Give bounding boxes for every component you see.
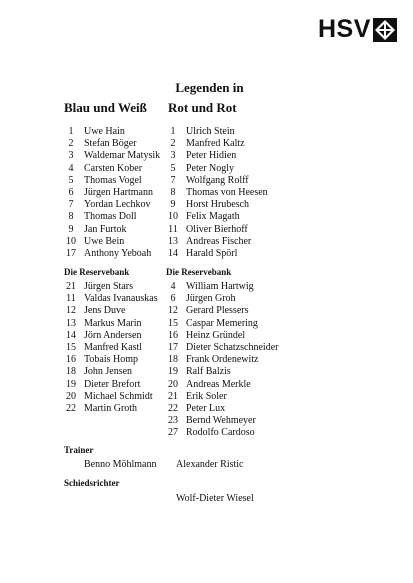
player-number: 21 xyxy=(168,390,178,402)
right-trainer: Alexander Ristic xyxy=(176,459,244,470)
player-number: 21 xyxy=(66,281,76,292)
player-name: Jens Duve xyxy=(84,305,126,317)
player-name: Manfred Kastl xyxy=(84,341,143,353)
hsv-diamond-icon xyxy=(373,18,397,42)
player-name: Waldemar Matysik xyxy=(84,150,161,162)
player-number: 10 xyxy=(66,235,76,247)
player-name: Felix Magath xyxy=(186,211,240,223)
player-number: 17 xyxy=(66,247,76,259)
player-number: 18 xyxy=(66,366,76,378)
player-name: Heinz Gründel xyxy=(186,329,246,341)
player-name: Ulrich Stein xyxy=(186,126,235,137)
player-number: 9 xyxy=(68,223,74,235)
player-number: 3 xyxy=(170,150,176,162)
player-number: 4 xyxy=(68,162,74,174)
player-number: 27 xyxy=(168,427,178,439)
player-number: 12 xyxy=(66,305,76,317)
player-number: 6 xyxy=(68,186,74,198)
player-number: 19 xyxy=(168,366,178,378)
logo-text: HSV xyxy=(318,15,371,43)
left-reserve-heading: Die Reservebank xyxy=(64,267,130,277)
player-name: Andreas Merkle xyxy=(186,378,251,390)
player-number: 4 xyxy=(170,281,176,292)
player-name: Tobais Homp xyxy=(84,354,139,366)
right-team-heading: Rot und Rot xyxy=(168,100,237,115)
player-number: 19 xyxy=(66,378,76,390)
player-name: Jürgen Groh xyxy=(186,293,236,305)
player-number: 22 xyxy=(168,402,178,414)
player-number: 3 xyxy=(68,150,74,162)
player-name: Michael Schmidt xyxy=(84,390,153,402)
player-name: Peter Hidien xyxy=(186,150,237,162)
player-name: Wolfgang Rolff xyxy=(186,174,249,186)
player-name: Gerard Plessers xyxy=(186,305,249,317)
left-trainer: Benno Möhlmann xyxy=(84,459,157,470)
right-reserve-heading: Die Reservebank xyxy=(166,267,232,277)
player-number: 7 xyxy=(68,199,74,211)
player-number: 2 xyxy=(170,138,176,150)
document-title: Legenden in xyxy=(175,80,244,95)
player-number: 23 xyxy=(168,415,178,427)
player-number: 2 xyxy=(68,138,74,150)
player-number: 1 xyxy=(170,126,176,137)
player-number: 16 xyxy=(168,329,178,341)
player-name: Thomas Doll xyxy=(84,211,137,223)
trainer-heading: Trainer xyxy=(64,445,94,455)
player-name: Peter Nogly xyxy=(186,162,235,174)
player-name: Stefan Böger xyxy=(84,138,137,150)
player-number: 12 xyxy=(168,305,178,317)
player-number: 7 xyxy=(170,174,176,186)
player-number: 9 xyxy=(170,199,176,211)
player-name: Uwe Bein xyxy=(84,235,125,247)
player-name: Rodolfo Cardoso xyxy=(186,427,255,439)
player-number: 22 xyxy=(66,402,76,414)
player-name: Thomas von Heesen xyxy=(186,186,268,198)
player-name: Bernd Wehmeyer xyxy=(186,415,256,427)
player-name: Horst Hrubesch xyxy=(186,199,250,211)
player-number: 1 xyxy=(68,126,74,137)
player-name: Valdas Ivanauskas xyxy=(84,293,158,305)
player-name: Harald Spörl xyxy=(186,247,238,259)
player-name: William Hartwig xyxy=(186,281,254,292)
player-number: 20 xyxy=(168,378,178,390)
player-number: 18 xyxy=(168,354,178,366)
player-name: Ralf Balzis xyxy=(186,366,231,378)
player-name: Thomas Vogel xyxy=(84,174,142,186)
player-name: Dieter Brefort xyxy=(84,378,141,390)
player-name: Uwe Hain xyxy=(84,126,125,137)
player-name: Jan Furtok xyxy=(84,223,127,235)
player-number: 13 xyxy=(66,317,76,329)
player-name: Jürgen Hartmann xyxy=(84,186,153,198)
player-number: 11 xyxy=(168,223,178,235)
player-number: 5 xyxy=(170,162,176,174)
player-number: 20 xyxy=(66,390,76,402)
player-name: Martin Groth xyxy=(84,402,138,414)
referee-name: Wolf-Dieter Wiesel xyxy=(176,493,254,504)
left-team-heading: Blau und Weiß xyxy=(64,100,147,115)
player-number: 15 xyxy=(66,341,76,353)
referee-heading: Schiedsrichter xyxy=(64,478,120,488)
player-number: 8 xyxy=(68,211,74,223)
player-name: Andreas Fischer xyxy=(186,235,252,247)
player-number: 10 xyxy=(168,211,178,223)
player-number: 13 xyxy=(168,235,178,247)
player-name: Carsten Kober xyxy=(84,162,143,174)
player-number: 14 xyxy=(168,247,178,259)
player-name: Yordan Lechkov xyxy=(84,199,151,211)
hsv-logo xyxy=(318,15,400,43)
player-name: Dieter Schatzschneider xyxy=(186,341,279,353)
player-number: 16 xyxy=(66,354,76,366)
player-name: Markus Marin xyxy=(84,317,142,329)
player-number: 15 xyxy=(168,317,178,329)
player-number: 11 xyxy=(66,293,76,305)
player-number: 14 xyxy=(66,329,76,341)
player-number: 17 xyxy=(168,341,178,353)
player-name: Peter Lux xyxy=(186,402,226,414)
player-name: Anthony Yeboah xyxy=(84,247,152,259)
player-name: John Jensen xyxy=(84,366,133,378)
player-name: Frank Ordenewitz xyxy=(186,354,259,366)
player-name: Manfred Kaltz xyxy=(186,138,245,150)
player-name: Erik Soler xyxy=(186,390,227,402)
player-number: 5 xyxy=(68,174,74,186)
player-name: Oliver Bierhoff xyxy=(186,223,248,235)
player-name: Caspar Memering xyxy=(186,317,258,329)
player-number: 8 xyxy=(170,186,176,198)
player-name: Jürgen Stars xyxy=(84,281,133,292)
player-number: 6 xyxy=(170,293,176,305)
player-name: Jörn Andersen xyxy=(84,329,142,341)
